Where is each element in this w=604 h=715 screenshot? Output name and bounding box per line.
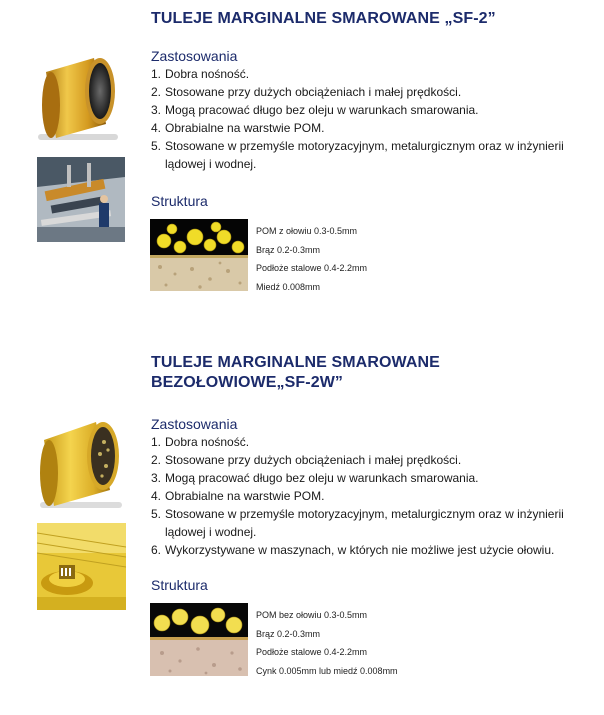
section1-structure-heading: Struktura [151,193,208,209]
section2-title-line1: TULEJE MARGINALNE SMAROWANE [151,354,440,371]
list-item: 3. Mogą pracować długo bez oleju w warunkach smarowania. [151,471,479,485]
layer-label: Brąz 0.2-0.3mm [256,628,321,639]
layer-label: Brąz 0.2-0.3mm [256,244,321,255]
list-item: 2. Stosowane przy dużych obciążeniach i małej prędkości. [151,453,462,467]
factory-photo-sf2 [37,157,125,242]
list-item: 1. Dobra nośność. [151,435,250,449]
section1-applications-list [151,65,591,173]
list-item: 4. Obrabialne na warstwie POM. [151,121,325,135]
section2-title [151,353,440,393]
bushing-sf2w-image [34,412,128,510]
list-item: 5. Stosowane w przemyśle motoryzacyjnym, metalurgicznym oraz w inżynierii lądowej i wodnej. [151,507,564,539]
layer-label: Cynk 0.005mm lub miedź 0.008mm [256,665,398,676]
section2-title-line2: BEZOŁOWIOWE„SF-2W” [151,374,344,391]
layer-label: Podłoże stalowe 0.4-2.2mm [256,263,368,273]
section1-title: TULEJE MARGINALNE SMAROWANE „SF-2” [151,10,496,27]
structure-micrograph-sf2w [150,603,248,676]
section2-structure-heading: Struktura [151,577,208,593]
layer-label: Podłoże stalowe 0.4-2.2mm [256,647,368,657]
section1-applications-heading: Zastosowania [151,48,238,64]
list-item: 4. Obrabialne na warstwie POM. [151,489,325,503]
list-item: 2. Stosowane przy dużych obciążeniach i małej prędkości. [151,85,462,99]
section2-layers [256,606,398,680]
section2-applications-list [151,433,591,559]
structure-micrograph-sf2 [150,219,248,291]
list-item: 6. Wykorzystywane w maszynach, w których nie możliwe jest użycie ołowiu. [151,543,555,557]
bushing-sf2-image [34,46,126,142]
list-item: 1. Dobra nośność. [151,67,250,81]
list-item: 3. Mogą pracować długo bez oleju w warunkach smarowania. [151,103,479,117]
list-item: 5. Stosowane w przemyśle motoryzacyjnym, metalurgicznym oraz w inżynierii lądowej i wodnej. [151,139,564,171]
section1-layers [256,222,367,296]
layer-label: Miedź 0.008mm [256,281,321,292]
layer-label: POM z ołowiu 0.3-0.5mm [256,226,358,236]
section2-applications-heading: Zastosowania [151,416,238,432]
layer-label: POM bez ołowiu 0.3-0.5mm [256,610,368,620]
machinery-photo-sf2w [37,523,126,610]
